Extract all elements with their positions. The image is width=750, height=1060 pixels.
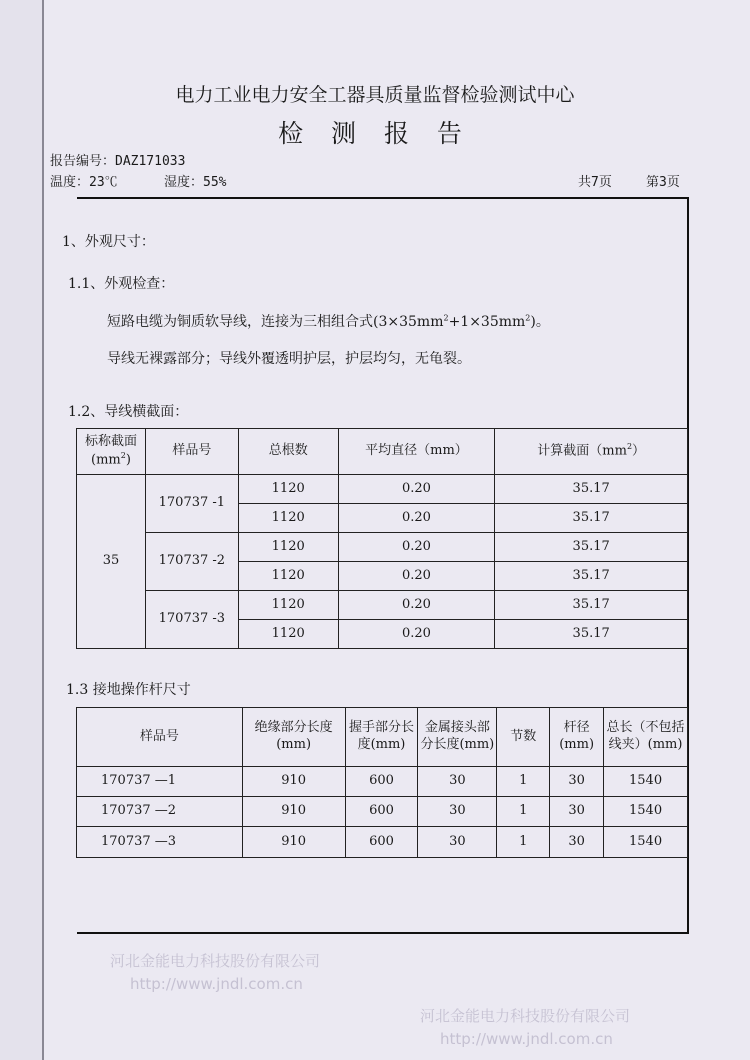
cell: 0.20 — [338, 562, 495, 591]
header-cell: 绝缘部分长度(mm) — [242, 708, 345, 767]
temperature: 温度：23℃ — [50, 175, 118, 190]
text: 2 — [525, 313, 531, 323]
operating-rod-table — [76, 707, 688, 858]
org-title: 电力工业电力安全工器具质量监督检验测试中心 — [175, 84, 575, 106]
table-row — [77, 797, 688, 827]
header-cell: 节数 — [497, 708, 550, 767]
subsection-heading: 1.1、外观检查： — [68, 276, 175, 292]
cell: 30 — [550, 797, 604, 827]
cell: 0.20 — [338, 591, 495, 620]
cell: 910 — [242, 797, 345, 827]
sample-cell: 170737 -1 — [145, 475, 238, 533]
sample-cell: 170737 -3 — [145, 591, 238, 649]
cell: 0.20 — [338, 475, 495, 504]
cell: 600 — [345, 767, 418, 797]
subsection-heading: 1.2、导线横截面： — [68, 404, 189, 420]
cell: 600 — [345, 797, 418, 827]
humidity: 湿度：55% — [164, 175, 227, 190]
text: )。 — [530, 314, 550, 330]
cell: 170737 —3 — [77, 827, 243, 858]
cell: 1120 — [238, 533, 338, 562]
cell: 30 — [418, 767, 497, 797]
document-title: 检 测 报 告 — [278, 119, 472, 148]
nominal-cell: 35 — [77, 475, 146, 649]
watermark: http://www.jndl.com.cn — [440, 1030, 613, 1048]
cell: 1120 — [238, 620, 338, 649]
text: 2 — [443, 313, 449, 323]
table-row — [77, 533, 688, 562]
header-cell: 杆径(mm) — [550, 708, 604, 767]
table-row — [77, 591, 688, 620]
cell: 1 — [497, 827, 550, 858]
text: +1×35mm — [448, 314, 526, 330]
header-cell: 样品号 — [145, 429, 238, 475]
header-cell: 金属接头部分长度(mm) — [418, 708, 497, 767]
cell: 1 — [497, 797, 550, 827]
cell: 1120 — [238, 591, 338, 620]
table-header-row — [77, 708, 688, 767]
text: 短路电缆为铜质软导线，连接为三相组合式(3×35mm — [107, 314, 444, 330]
cell: 30 — [550, 767, 604, 797]
cell: 600 — [345, 827, 418, 858]
cell: 30 — [418, 827, 497, 858]
header-cell: 总长（不包括线夹）(mm) — [604, 708, 688, 767]
page-binding-edge — [0, 0, 44, 1060]
cell: 35.17 — [495, 504, 688, 533]
paragraph — [107, 311, 550, 331]
cell: 1540 — [604, 767, 688, 797]
section-heading: 1、外观尺寸： — [62, 234, 155, 250]
total-pages: 共7页 — [578, 175, 612, 190]
header-cell: 握手部分长度(mm) — [345, 708, 418, 767]
header-cell: 计算截面$(mm^2)$ — [495, 429, 688, 475]
header-cell: 标称截面 $(mm^2)$ — [77, 429, 146, 475]
table-row — [77, 767, 688, 797]
table-header-row — [77, 429, 688, 475]
cell: 1120 — [238, 562, 338, 591]
watermark: 河北金能电力科技股份有限公司 — [420, 1007, 631, 1025]
cell: 910 — [242, 827, 345, 858]
cell: 1120 — [238, 504, 338, 533]
cell: 35.17 — [495, 533, 688, 562]
header-cell: 样品号 — [77, 708, 243, 767]
cell: 35.17 — [495, 591, 688, 620]
cell: 35.17 — [495, 620, 688, 649]
cross-section-table — [76, 428, 688, 649]
cell: 1 — [497, 767, 550, 797]
subsection-heading: 1.3 接地操作杆尺寸 — [66, 682, 191, 698]
cell: 0.20 — [338, 504, 495, 533]
cell: 170737 —2 — [77, 797, 243, 827]
cell: 910 — [242, 767, 345, 797]
cell: 1120 — [238, 475, 338, 504]
cell: 0.20 — [338, 533, 495, 562]
report-number: 报告编号：DAZ171033 — [50, 154, 186, 169]
paragraph: 导线无裸露部分；导线外覆透明护层，护层均匀，无龟裂。 — [107, 351, 471, 367]
table-row — [77, 827, 688, 858]
header-cell: 平均直径（mm） — [338, 429, 495, 475]
cell: 170737 —1 — [77, 767, 243, 797]
cell: 30 — [418, 797, 497, 827]
page-number: 第3页 — [646, 175, 680, 190]
cell: 35.17 — [495, 475, 688, 504]
cell: 35.17 — [495, 562, 688, 591]
watermark: 河北金能电力科技股份有限公司 — [110, 952, 321, 970]
header-cell: 总根数 — [238, 429, 338, 475]
cell: 30 — [550, 827, 604, 858]
cell: 0.20 — [338, 620, 495, 649]
cell: 1540 — [604, 797, 688, 827]
cell: 1540 — [604, 827, 688, 858]
table-row — [77, 475, 688, 504]
sample-cell: 170737 -2 — [145, 533, 238, 591]
watermark: http://www.jndl.com.cn — [130, 975, 303, 993]
